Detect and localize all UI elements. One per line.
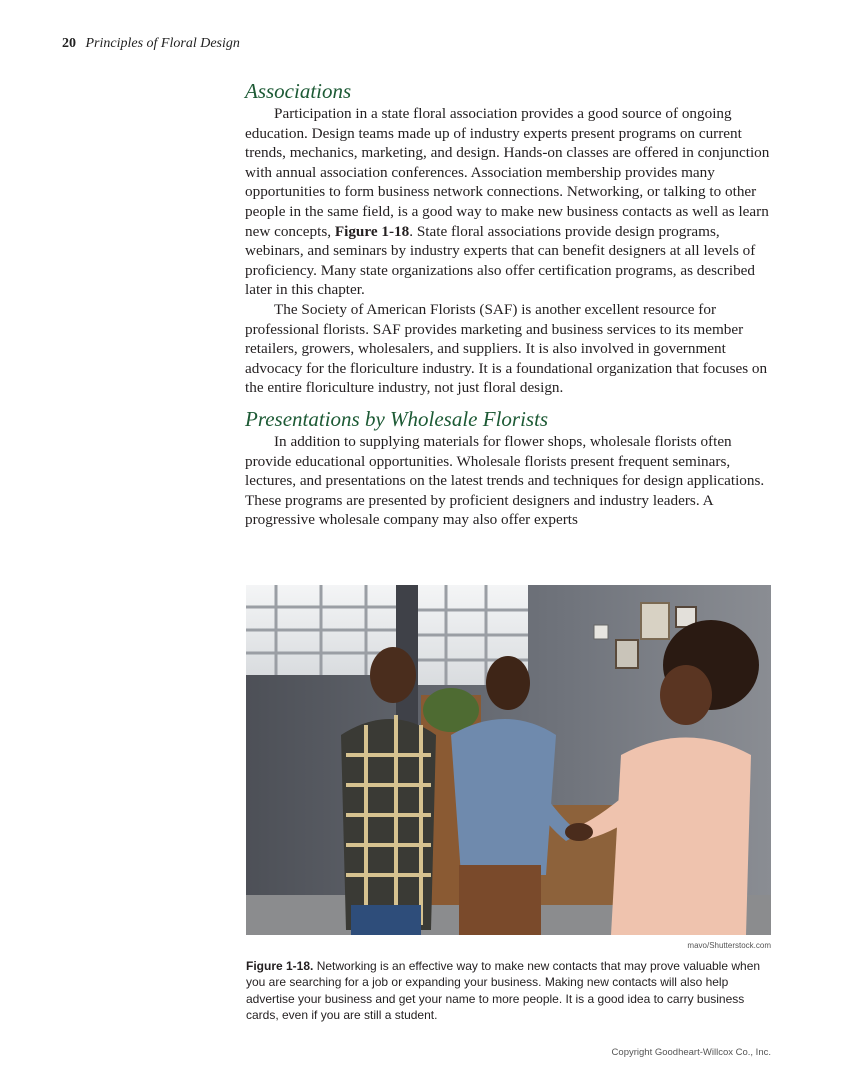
photo-credit: mavo/Shutterstock.com — [687, 941, 771, 950]
networking-photo — [246, 585, 771, 935]
photo-illustration — [246, 585, 771, 935]
figure-reference: Figure 1-18 — [334, 222, 410, 240]
figure-label: Figure 1-18. — [246, 959, 314, 973]
figure-caption — [246, 958, 771, 1024]
paragraph — [245, 104, 775, 300]
caption-text: Networking is an effective way to make new contacts that may prove valuable when you are searching for a job or expanding your business. Making new contacts will also help advertise your business and get your name to more people. It is a good idea to carry business cards, even if you are still a student. — [246, 959, 761, 1023]
body-text — [245, 78, 775, 530]
section-heading-associations: Associations — [245, 79, 352, 103]
paragraph: In addition to supplying materials for flower shops, wholesale florists often provide educational opportunities. Wholesale florists present frequent seminars, lectures, and presentations on the latest trends and techniques for design applications. These programs are presented by proficient designers and industry leaders. A progressive wholesale company may also offer experts — [245, 432, 765, 529]
copyright-notice: Copyright Goodheart-Willcox Co., Inc. — [611, 1047, 771, 1058]
paragraph-text: Participation in a state floral association provides a good source of ongoing education. Design teams made up of industry experts present programs on current trends, mechanics, marketing, and design. Hands-on classes are offered in conjunction with annual association conferences. Association membership provides many opportunities to form business network connections. Networking, or talking to other people in the same field, is a good way to make new business contacts as well as learn new concepts, — [245, 105, 770, 240]
paragraph: The Society of American Florists (SAF) is another excellent resource for professional florists. SAF provides marketing and business services to its member retailers, growers, wholesalers, and suppliers. It is also involved in government advocacy for the floriculture industry. It is a foundational organization that focuses on the entire floriculture industry, not just floral design. — [245, 300, 768, 397]
section-heading-wholesale: Presentations by Wholesale Florists — [245, 406, 549, 431]
book-title: Principles of Floral Design — [85, 36, 240, 51]
page-number: 20 — [62, 36, 76, 51]
paragraph-text: . State floral associations provide design programs, webinars, and seminars by industry experts that can benefit designers at all levels of proficiency. Many state organizations also offer certification programs, as described later in this chapter. — [245, 222, 756, 299]
running-header — [62, 36, 240, 52]
